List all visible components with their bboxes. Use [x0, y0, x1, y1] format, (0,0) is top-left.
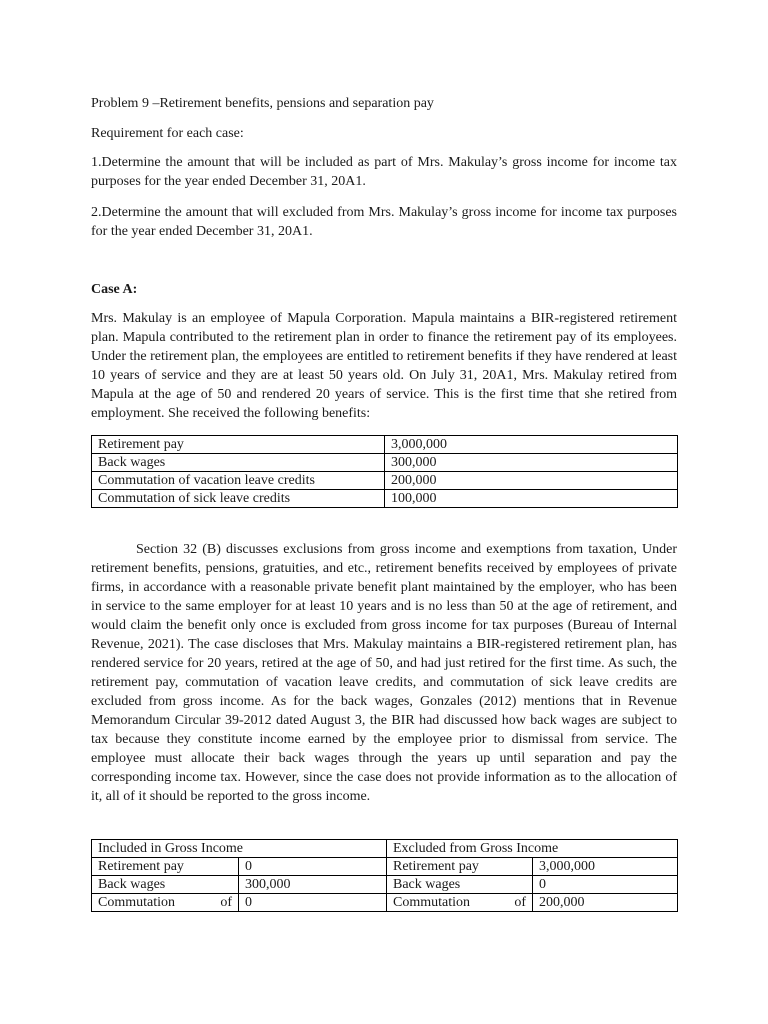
table-row — [92, 858, 678, 876]
benefit-item: Commutation of vacation leave credits — [92, 472, 385, 490]
table-row — [92, 436, 678, 454]
analysis-paragraph: Section 32 (B) discusses exclusions from gross income and exemptions from taxation, Under retirement benefits, pensions, gratuities, and etc., retirement benefits received by employees of private firms, in accordance with a reasonable private benefit plant maintained by the employer, who has been in service to the same employer for at least 10 years and is no less than 50 at the age of retirement, and would claim the benefit only once is excluded from gross income for tax purposes (Bureau of Internal Revenue, 2021). The case discloses that Mrs. Makulay maintains a BIR-registered retirement plan, has rendered service for 20 years, retired at the age of 50, and had just retired for the first time. As such, the retirement pay, commutation of vacation leave credits, and commutation of sick leave credits are excluded from gross income. As for the back wages, Gonzales (2012) mentions that in Revenue Memorandum Circular 39-2012 dated August 3, the BIR had discussed how back wages are subject to tax because they constitute income earned by the employee prior to dismissal from service. The employee must allocate their back wages through the years up until separation and pay the corresponding income tax. However, since the case does not provide information as to the allocation of it, all of it should be reported to the gross income. — [91, 542, 677, 804]
benefit-item: Retirement pay — [92, 436, 385, 454]
included-header: Included in Gross Income — [92, 840, 387, 858]
requirement-1: 1.Determine the amount that will be included as part of Mrs. Makulay’s gross income for income tax purposes for the year ended December 31, 20A1. — [91, 155, 677, 189]
benefit-amount: 200,000 — [385, 472, 678, 490]
excluded-label — [387, 894, 533, 912]
requirement-heading: Requirement for each case: — [91, 126, 244, 141]
included-value: 0 — [239, 858, 387, 876]
benefit-amount: 300,000 — [385, 454, 678, 472]
table-row — [92, 454, 678, 472]
included-label: Retirement pay — [92, 858, 239, 876]
requirement-2: 2.Determine the amount that will excluded from Mrs. Makulay’s gross income for income tax purposes for the year ended December 31, 20A1. — [91, 205, 677, 239]
excluded-value: 3,000,000 — [533, 858, 678, 876]
excluded-label: Back wages — [387, 876, 533, 894]
excluded-label-part-b: of — [514, 895, 526, 910]
excluded-label-part-a: Commutation — [393, 895, 470, 910]
table-row — [92, 490, 678, 508]
benefits-table — [91, 435, 678, 508]
benefit-amount: 100,000 — [385, 490, 678, 508]
problem-title: Problem 9 –Retirement benefits, pensions and separation pay — [91, 96, 434, 111]
included-label — [92, 894, 239, 912]
benefit-item: Back wages — [92, 454, 385, 472]
included-value: 0 — [239, 894, 387, 912]
table-row — [92, 894, 678, 912]
case-heading: Case A: — [91, 282, 138, 297]
case-paragraph: Mrs. Makulay is an employee of Mapula Corporation. Mapula maintains a BIR-registered retirement plan. Mapula contributed to the retirement plan in order to finance the retirement pay of its employees. Under the retirement plan, the employees are entitled to retirement benefits if they have rendered at least 10 years of service and they are at least 50 years old. On July 31, 20A1, Mrs. Makulay retired from Mapula at the age of 50 and rendered 20 years of service. This is the first time that she retired from employment. She received the following benefits: — [91, 311, 677, 421]
benefit-item: Commutation of sick leave credits — [92, 490, 385, 508]
table-row — [92, 876, 678, 894]
included-label: Back wages — [92, 876, 239, 894]
excluded-header: Excluded from Gross Income — [387, 840, 678, 858]
excluded-value: 200,000 — [533, 894, 678, 912]
summary-table — [91, 839, 678, 912]
benefit-amount: 3,000,000 — [385, 436, 678, 454]
table-row — [92, 840, 678, 858]
included-value: 300,000 — [239, 876, 387, 894]
excluded-value: 0 — [533, 876, 678, 894]
excluded-label: Retirement pay — [387, 858, 533, 876]
table-row — [92, 472, 678, 490]
included-label-part-a: Commutation — [98, 895, 175, 910]
included-label-part-b: of — [220, 895, 232, 910]
